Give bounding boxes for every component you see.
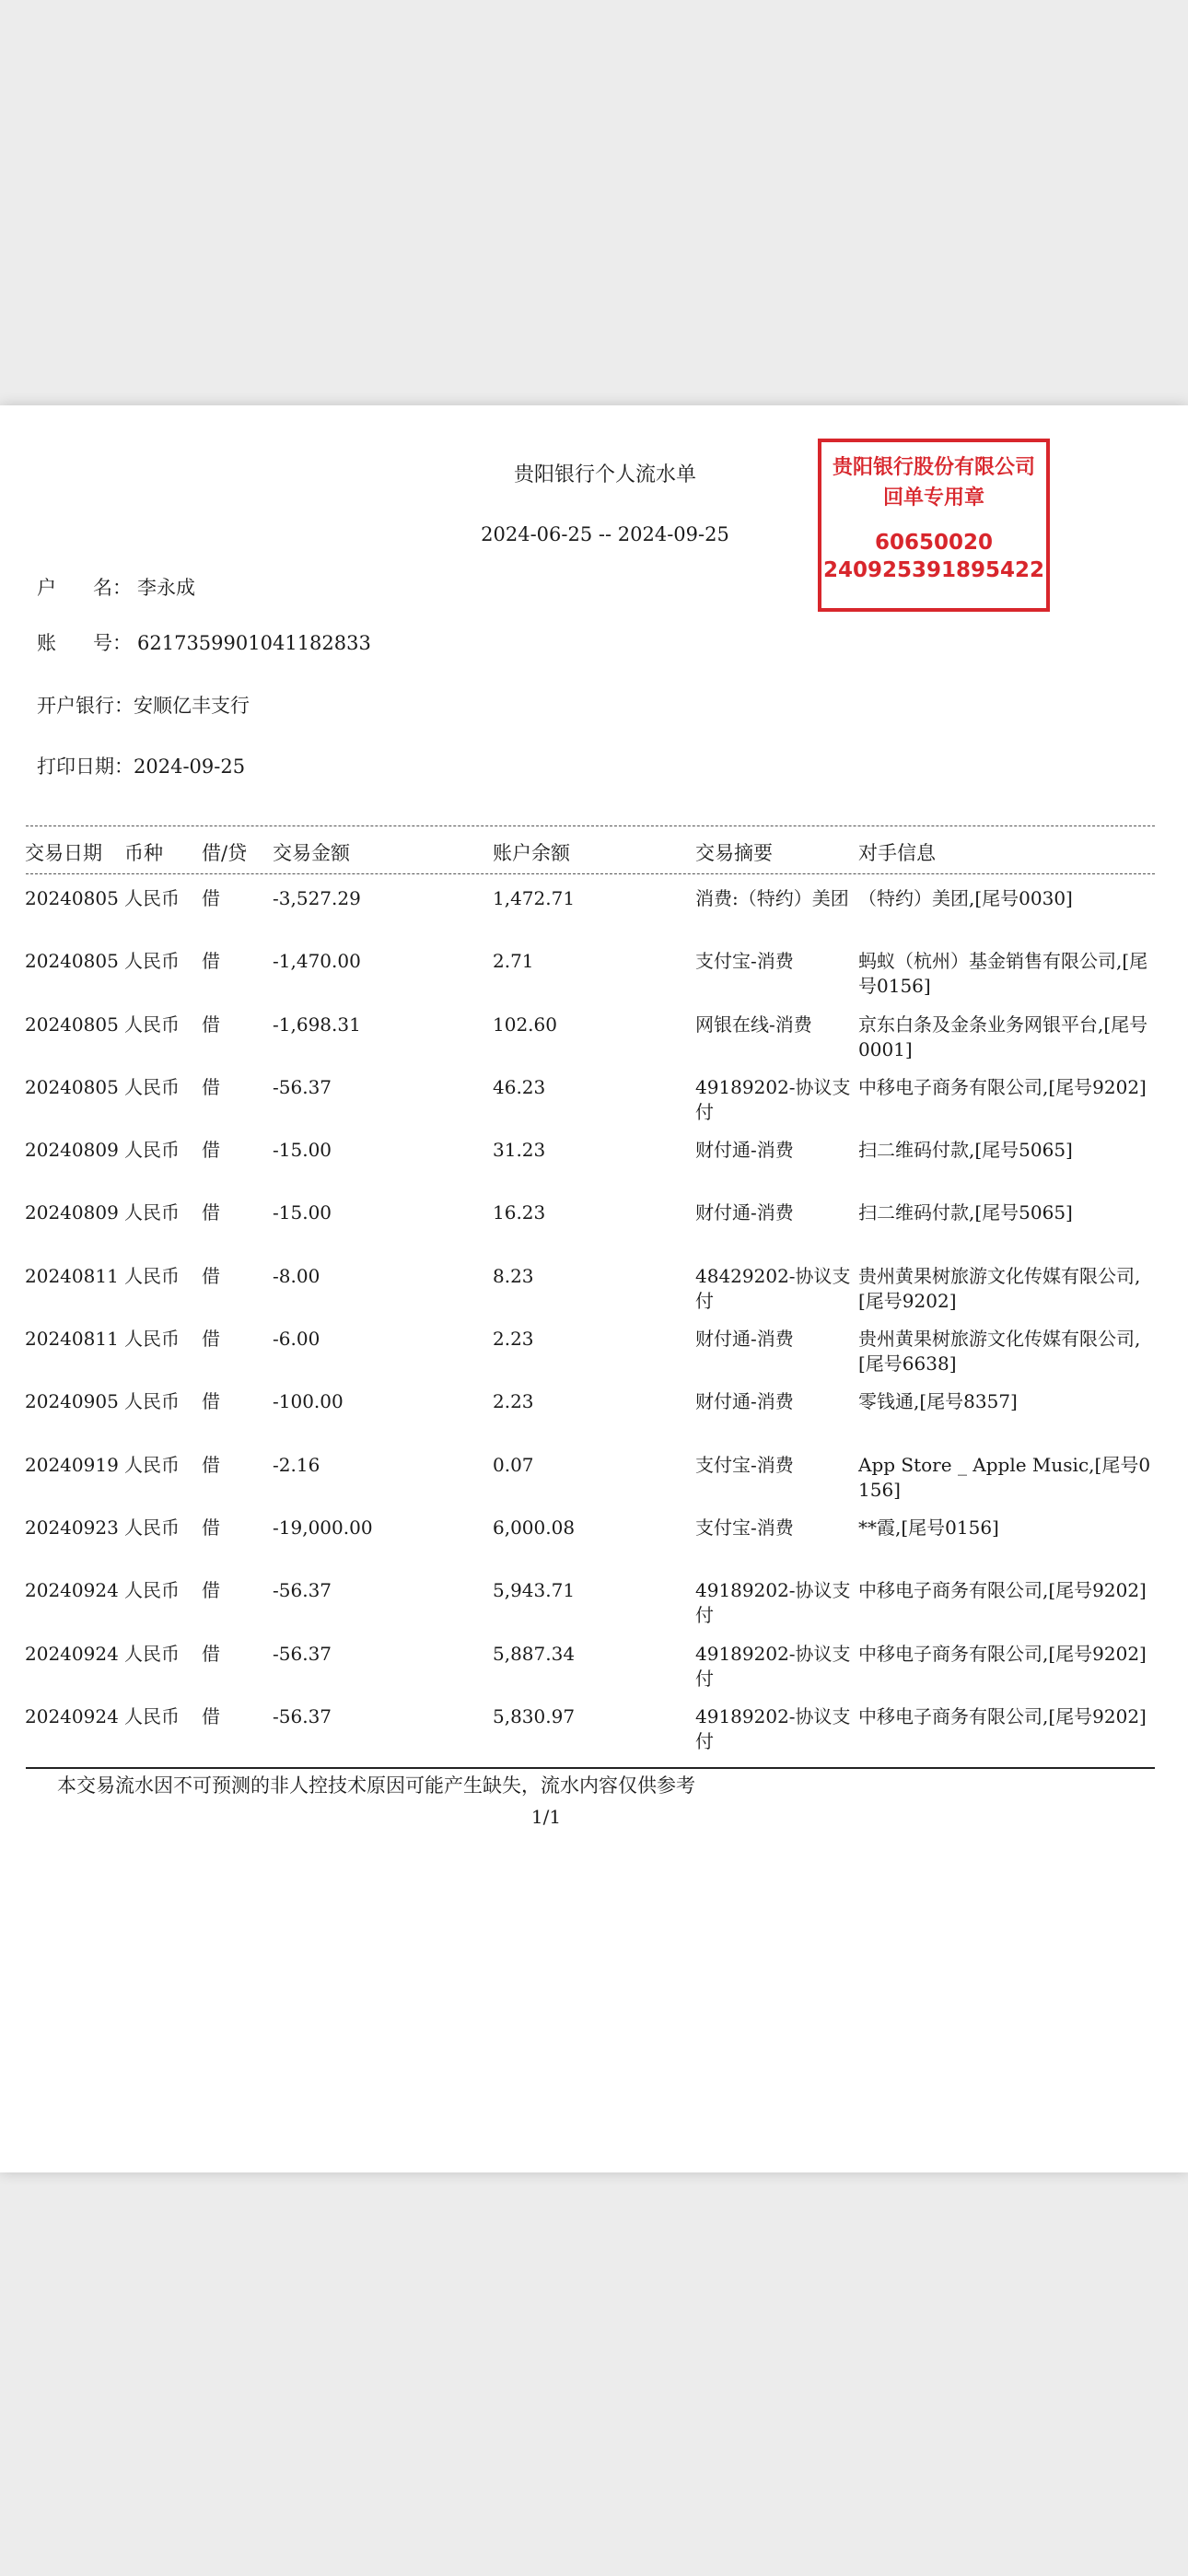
- row-debit-credit: 借: [202, 1328, 220, 1351]
- row-counterparty: 扫二维码付款,[尾号5065]: [858, 1201, 1073, 1224]
- col-header-amount: 交易金额: [273, 842, 350, 864]
- row-date: 20240919: [25, 1453, 119, 1476]
- row-counterparty: 中移电子商务有限公司,[尾号9202]: [858, 1579, 1147, 1602]
- row-currency: 人民币: [124, 1390, 180, 1413]
- print-date-row: [37, 752, 245, 779]
- stamp-serial: 240925391895422: [822, 558, 1045, 582]
- row-debit-credit: 借: [202, 1579, 220, 1602]
- table-row: [0, 1514, 1188, 1576]
- open-bank-row: [37, 691, 250, 719]
- table-row: [0, 1703, 1188, 1765]
- table-row: [0, 1325, 1188, 1388]
- row-debit-credit: 借: [202, 1453, 220, 1476]
- row-summary: 网银在线-消费: [695, 1013, 812, 1036]
- row-debit-credit: 借: [202, 1139, 220, 1162]
- page-number: 1/1: [530, 1806, 562, 1828]
- row-amount: -56.37: [273, 1075, 332, 1098]
- row-summary: 财付通-消费: [695, 1201, 794, 1224]
- row-amount: -56.37: [273, 1642, 332, 1665]
- row-debit-credit: 借: [202, 1264, 220, 1287]
- row-amount: -1,698.31: [273, 1013, 361, 1036]
- table-row: [0, 884, 1188, 947]
- row-date: 20240805: [25, 1075, 119, 1098]
- row-summary: 49189202-协议支付: [695, 1642, 851, 1690]
- row-amount: -8.00: [273, 1264, 320, 1287]
- row-amount: -2.16: [273, 1453, 320, 1476]
- row-summary: 支付宝-消费: [695, 1516, 794, 1539]
- row-counterparty: 贵州黄果树旅游文化传媒有限公司,[尾号6638]: [858, 1328, 1141, 1376]
- row-date: 20240809: [25, 1139, 119, 1162]
- row-amount: -15.00: [273, 1139, 332, 1162]
- row-summary: 48429202-协议支付: [695, 1264, 851, 1312]
- row-summary: 49189202-协议支付: [695, 1704, 851, 1752]
- col-header-debit-credit: 借/贷: [202, 842, 248, 864]
- account-name-row: [37, 573, 195, 601]
- row-currency: 人民币: [124, 1139, 180, 1162]
- row-currency: 人民币: [124, 887, 180, 909]
- row-date: 20240924: [25, 1704, 119, 1727]
- row-debit-credit: 借: [202, 1201, 220, 1224]
- row-counterparty: 中移电子商务有限公司,[尾号9202]: [858, 1704, 1147, 1727]
- row-date: 20240924: [25, 1642, 119, 1665]
- row-counterparty: 京东白条及金条业务网银平台,[尾号0001]: [858, 1013, 1148, 1060]
- row-currency: 人民币: [124, 1453, 180, 1476]
- row-currency: 人民币: [124, 950, 180, 973]
- table-row: [0, 1640, 1188, 1703]
- row-debit-credit: 借: [202, 1075, 220, 1098]
- row-counterparty: App Store _ Apple Music,[尾号0156]: [858, 1453, 1151, 1501]
- row-balance: 5,830.97: [493, 1704, 576, 1727]
- stamp-bank-name: 贵阳银行股份有限公司: [832, 456, 1035, 479]
- account-number: 6217359901041182833: [137, 632, 371, 654]
- row-summary: 消费:（特约）美团: [695, 887, 849, 909]
- row-balance: 102.60: [493, 1013, 557, 1036]
- row-amount: -15.00: [273, 1201, 332, 1224]
- row-balance: 1,472.71: [493, 887, 576, 909]
- row-counterparty: （特约）美团,[尾号0030]: [858, 887, 1073, 909]
- print-date-label: 打印日期：: [37, 755, 134, 778]
- account-name-label: 户名：: [37, 577, 132, 599]
- table-row: [0, 1262, 1188, 1325]
- row-counterparty: 扫二维码付款,[尾号5065]: [858, 1139, 1073, 1162]
- table-row: [0, 1388, 1188, 1450]
- table-row: [0, 1199, 1188, 1261]
- row-amount: -3,527.29: [273, 887, 361, 909]
- row-currency: 人民币: [124, 1264, 180, 1287]
- row-date: 20240811: [25, 1264, 119, 1287]
- table-row: [0, 1451, 1188, 1514]
- row-balance: 5,943.71: [493, 1579, 576, 1602]
- date-range: 2024-06-25 -- 2024-09-25: [481, 523, 729, 545]
- col-header-currency: 币种: [124, 842, 163, 864]
- row-amount: -6.00: [273, 1328, 320, 1351]
- account-number-label: 账号：: [37, 632, 132, 654]
- row-date: 20240805: [25, 887, 119, 909]
- table-row: [0, 1011, 1188, 1073]
- bank-seal-stamp: [818, 439, 1050, 612]
- row-debit-credit: 借: [202, 950, 220, 973]
- row-summary: 财付通-消费: [695, 1139, 794, 1162]
- row-summary: 财付通-消费: [695, 1390, 794, 1413]
- row-debit-credit: 借: [202, 1390, 220, 1413]
- row-counterparty: **霞,[尾号0156]: [858, 1516, 999, 1539]
- row-date: 20240905: [25, 1390, 119, 1413]
- row-date: 20240811: [25, 1328, 119, 1351]
- row-amount: -56.37: [273, 1704, 332, 1727]
- row-debit-credit: 借: [202, 887, 220, 909]
- transaction-list: [0, 884, 1188, 1765]
- table-row: [0, 947, 1188, 1010]
- col-header-date: 交易日期: [25, 842, 102, 864]
- stamp-code: 60650020: [874, 531, 994, 555]
- row-balance: 5,887.34: [493, 1642, 576, 1665]
- row-balance: 2.23: [493, 1328, 534, 1351]
- account-number-row: [37, 628, 371, 656]
- row-summary: 支付宝-消费: [695, 950, 794, 973]
- row-debit-credit: 借: [202, 1642, 220, 1665]
- row-amount: -1,470.00: [273, 950, 361, 973]
- row-balance: 31.23: [493, 1139, 546, 1162]
- row-summary: 49189202-协议支付: [695, 1579, 851, 1627]
- row-summary: 财付通-消费: [695, 1328, 794, 1351]
- account-name: 李永成: [137, 577, 195, 599]
- table-row: [0, 1576, 1188, 1639]
- open-bank: 安顺亿丰支行: [134, 695, 250, 717]
- disclaimer-note: 本交易流水因不可预测的非人控技术原因可能产生缺失，流水内容仅供参考: [57, 1774, 695, 1797]
- row-currency: 人民币: [124, 1013, 180, 1036]
- table-header: [0, 838, 1188, 866]
- row-currency: 人民币: [124, 1704, 180, 1727]
- table-row: [0, 1136, 1188, 1199]
- print-date: 2024-09-25: [134, 755, 246, 778]
- table-bottom-divider: [26, 1767, 1155, 1769]
- table-top-divider: [26, 825, 1155, 826]
- row-currency: 人民币: [124, 1642, 180, 1665]
- row-currency: 人民币: [124, 1201, 180, 1224]
- statement-page: [0, 405, 1188, 2172]
- row-date: 20240805: [25, 1013, 119, 1036]
- col-header-summary: 交易摘要: [695, 842, 773, 864]
- table-header-divider: [26, 873, 1155, 874]
- row-counterparty: 贵州黄果树旅游文化传媒有限公司,[尾号9202]: [858, 1264, 1141, 1312]
- col-header-counterparty: 对手信息: [858, 842, 936, 864]
- row-balance: 2.71: [493, 950, 534, 973]
- row-summary: 支付宝-消费: [695, 1453, 794, 1476]
- table-row: [0, 1073, 1188, 1136]
- row-balance: 8.23: [493, 1264, 534, 1287]
- row-balance: 2.23: [493, 1390, 534, 1413]
- row-currency: 人民币: [124, 1075, 180, 1098]
- row-balance: 46.23: [493, 1075, 546, 1098]
- row-summary: 49189202-协议支付: [695, 1075, 851, 1123]
- row-currency: 人民币: [124, 1579, 180, 1602]
- stamp-purpose: 回单专用章: [882, 486, 984, 509]
- row-amount: -100.00: [273, 1390, 344, 1413]
- row-currency: 人民币: [124, 1516, 180, 1539]
- row-date: 20240923: [25, 1516, 119, 1539]
- row-counterparty: 蚂蚁（杭州）基金销售有限公司,[尾号0156]: [858, 950, 1148, 998]
- row-balance: 6,000.08: [493, 1516, 576, 1539]
- row-date: 20240924: [25, 1579, 119, 1602]
- row-debit-credit: 借: [202, 1704, 220, 1727]
- row-currency: 人民币: [124, 1328, 180, 1351]
- row-amount: -56.37: [273, 1579, 332, 1602]
- row-balance: 16.23: [493, 1201, 546, 1224]
- col-header-balance: 账户余额: [493, 842, 570, 864]
- row-balance: 0.07: [493, 1453, 534, 1476]
- row-debit-credit: 借: [202, 1013, 220, 1036]
- open-bank-label: 开户银行：: [37, 695, 134, 717]
- statement-title: 贵阳银行个人流水单: [513, 463, 696, 486]
- row-amount: -19,000.00: [273, 1516, 373, 1539]
- row-counterparty: 中移电子商务有限公司,[尾号9202]: [858, 1075, 1147, 1098]
- row-counterparty: 中移电子商务有限公司,[尾号9202]: [858, 1642, 1147, 1665]
- row-date: 20240809: [25, 1201, 119, 1224]
- row-debit-credit: 借: [202, 1516, 220, 1539]
- row-counterparty: 零钱通,[尾号8357]: [858, 1390, 1018, 1413]
- row-date: 20240805: [25, 950, 119, 973]
